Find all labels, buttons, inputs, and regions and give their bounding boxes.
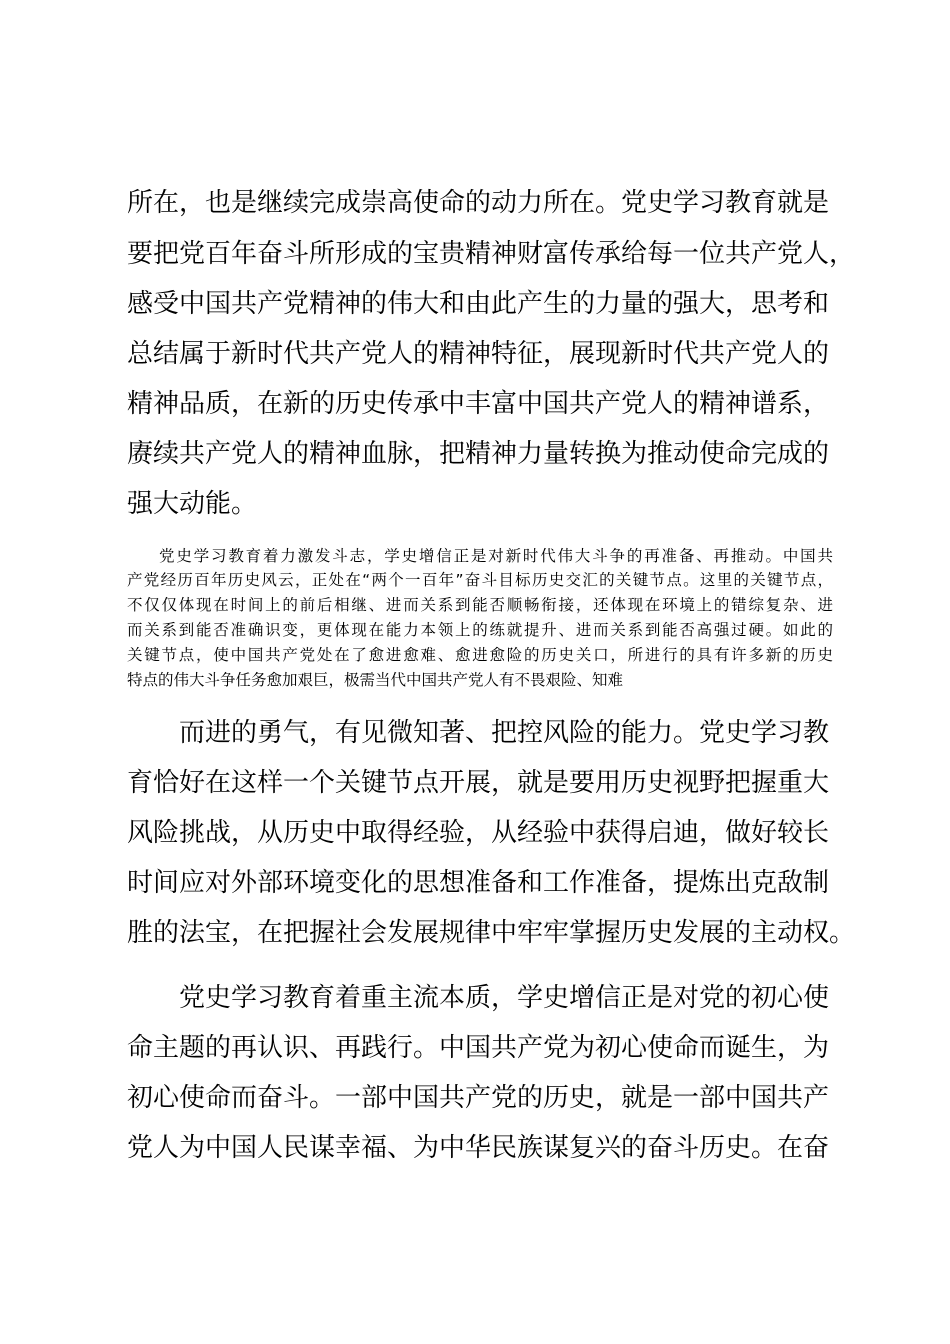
text-line: 产党经历百年历史风云，正处在“两个一百年”奋斗目标历史交汇的关键节点。这里的关键节点， <box>127 571 833 589</box>
text-line: 党史学习教育着重主流本质，学史增信正是对党的初心使 <box>179 983 830 1013</box>
text-line: 时间应对外部环境变化的思想准备和工作准备，提炼出克敌制 <box>127 868 830 898</box>
text-line: 精神品质，在新的历史传承中丰富中国共产党人的精神谱系， <box>127 389 830 419</box>
text-line: 感受中国共产党精神的伟大和由此产生的力量的强大，思考和 <box>127 289 830 319</box>
text-line: 而进的勇气，有见微知著、把控风险的能力。党史学习教 <box>179 718 830 748</box>
text-line: 要把党百年奋斗所形成的宝贵精神财富传承给每一位共产党人， <box>127 239 856 269</box>
text-line: 总结属于新时代共产党人的精神特征，展现新时代共产党人的 <box>127 339 830 369</box>
text-line: 党人为中国人民谋幸福、为中华民族谋复兴的奋斗历史。在奋 <box>127 1133 830 1163</box>
text-line: 党史学习教育着力激发斗志，学史增信正是对新时代伟大斗争的再准备、再推动。中国共 <box>159 547 833 565</box>
text-line: 胜的法宝，在把握社会发展规律中牢牢掌握历史发展的主动权。 <box>127 918 856 948</box>
text-line: 初心使命而奋斗。一部中国共产党的历史，就是一部中国共产 <box>127 1083 830 1113</box>
text-line: 所在，也是继续完成崇高使命的动力所在。党史学习教育就是 <box>127 188 830 218</box>
text-line: 特点的伟大斗争任务愈加艰巨，极需当代中国共产党人有不畏艰险、知难 <box>127 671 624 689</box>
text-line: 风险挑战，从历史中取得经验，从经验中获得启迪，做好较长 <box>127 818 830 848</box>
text-line: 不仅仅体现在时间上的前后相继、进而关系到能否顺畅衔接，还体现在环境上的错综复杂、进 <box>127 596 833 614</box>
text-line: 育恰好在这样一个关键节点开展，就是要用历史视野把握重大 <box>127 768 830 798</box>
text-line: 赓续共产党人的精神血脉，把精神力量转换为推动使命完成的 <box>127 439 830 469</box>
text-line: 而关系到能否准确识变，更体现在能力本领上的练就提升、进而关系到能否高强过硬。如此的 <box>127 621 833 639</box>
text-line: 关键节点，使中国共产党处在了愈进愈难、愈进愈险的历史关口，所进行的具有许多新的历史 <box>127 646 833 664</box>
text-line: 强大动能。 <box>127 489 258 519</box>
text-line: 命主题的再认识、再践行。中国共产党为初心使命而诞生，为 <box>127 1033 830 1063</box>
